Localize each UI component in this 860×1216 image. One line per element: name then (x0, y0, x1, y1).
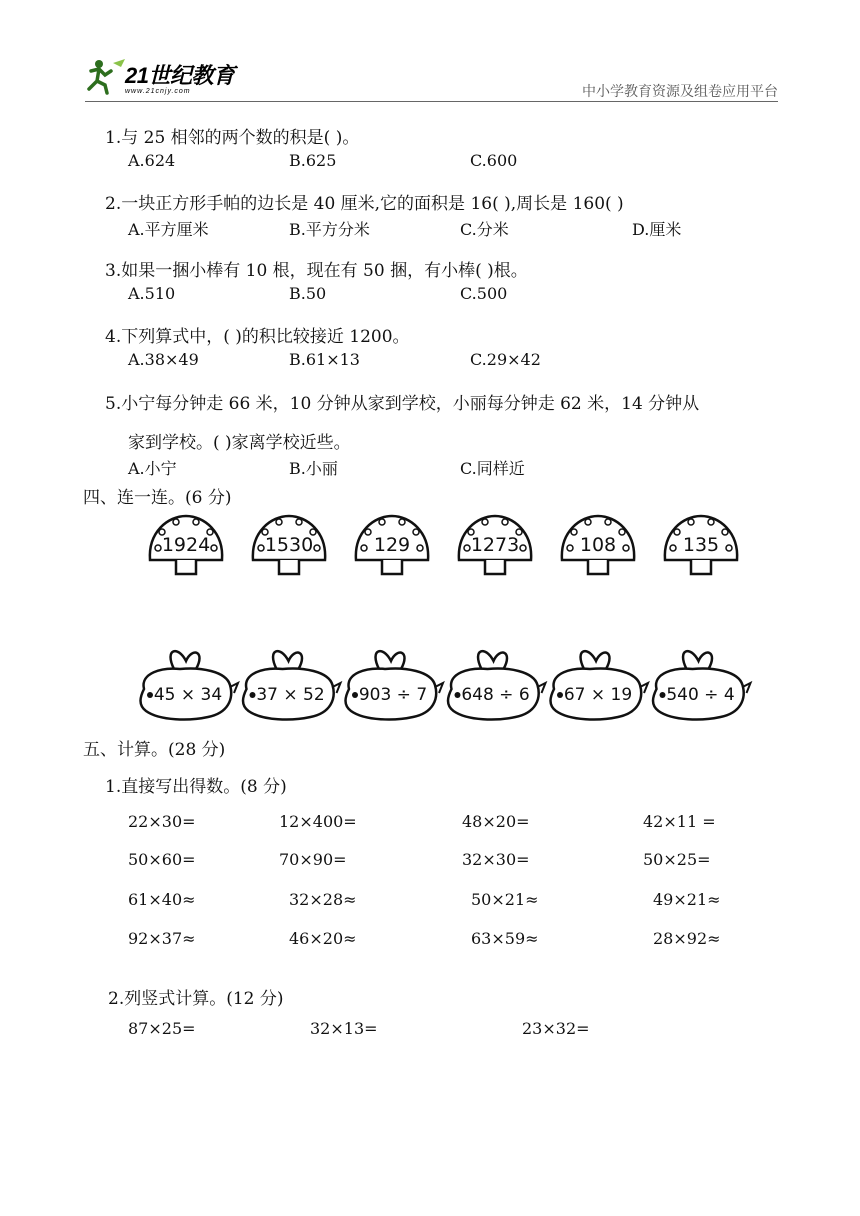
mushroom-card[interactable] (150, 516, 222, 574)
rabbit-ears-icon (171, 651, 200, 669)
runner-logo-icon (85, 55, 245, 97)
mushroom-spot-icon (688, 519, 694, 525)
question-1: 1.与 25 相邻的两个数的积是( )。 (105, 128, 360, 148)
calc-item: 48×20= (462, 812, 530, 831)
mushroom-spot-icon (173, 519, 179, 525)
calc-item: 63×59≈ (471, 929, 539, 948)
rabbit-row (130, 645, 760, 730)
mushroom-number: 135 (682, 534, 720, 556)
rabbit-expression: 648 ÷ 6 (461, 685, 530, 705)
option: B.50 (289, 284, 327, 303)
question-4: 4.下列算式中，( )的积比较接近 1200。 (105, 327, 410, 347)
mushroom-spot-icon (365, 529, 371, 535)
calc-item: 92×37≈ (128, 929, 196, 948)
question-3: 3.如果一捆小棒有 10 根，现在有 50 捆，有小棒( )根。 (105, 261, 528, 281)
rabbit-card[interactable] (653, 651, 751, 719)
option: C.29×42 (470, 350, 541, 369)
mushroom-spot-icon (571, 529, 577, 535)
mushroom-card[interactable] (665, 516, 737, 574)
logo (85, 55, 245, 101)
rabbit-eye-icon (660, 692, 666, 698)
option: D.厘米 (632, 220, 682, 239)
vertical-calc-item: 87×25= (128, 1019, 196, 1038)
question-2: 2.一块正方形手帕的边长是 40 厘米,它的面积是 16( ),周长是 160( ) (105, 194, 624, 214)
logo-text: 21世纪教育 (125, 63, 235, 88)
mushroom-card[interactable] (356, 516, 428, 574)
calc-item: 49×21≈ (653, 890, 721, 909)
option: B.625 (289, 151, 337, 170)
mushroom-stem-icon (691, 560, 711, 574)
rabbit-expression: 903 ÷ 7 (358, 685, 428, 705)
rabbit-ears-icon (376, 651, 405, 669)
mushroom-spot-icon (520, 545, 526, 551)
mushroom-spot-icon (585, 519, 591, 525)
mushroom-stem-icon (382, 560, 402, 574)
mushroom-spot-icon (379, 519, 385, 525)
mushroom-number: 129 (373, 534, 411, 556)
section-4-title: 四、连一连。(6 分) (83, 488, 232, 508)
logo-url: www.21cnjy.com (125, 88, 191, 95)
mushroom-spot-icon (155, 545, 161, 551)
calc-item: 50×60= (128, 850, 196, 869)
option: C.同样近 (460, 459, 525, 478)
rabbit-expression: 45 × 34 (153, 685, 223, 705)
mushroom-spot-icon (674, 529, 680, 535)
mushroom-stem-icon (588, 560, 608, 574)
calc-item: 12×400= (279, 812, 357, 831)
mushroom-stem-icon (176, 560, 196, 574)
mushroom-spot-icon (726, 545, 732, 551)
calc-item: 50×21≈ (471, 890, 539, 909)
calc-item: 28×92≈ (653, 929, 721, 948)
calc-item: 22×30= (128, 812, 196, 831)
rabbit-card[interactable] (141, 651, 239, 719)
rabbit-card[interactable] (346, 651, 444, 719)
rabbit-card[interactable] (551, 651, 649, 719)
mushroom-spot-icon (482, 519, 488, 525)
rabbit-expression: 67 × 19 (563, 685, 633, 705)
option: B.61×13 (289, 350, 360, 369)
rabbit-ears-icon (581, 651, 610, 669)
mushroom-spot-icon (670, 545, 676, 551)
mushroom-number: 1273 (470, 534, 520, 556)
option: B.平方分米 (289, 220, 370, 239)
option: A.624 (128, 151, 176, 170)
rabbit-expression: 540 ÷ 4 (666, 685, 735, 705)
mushroom-spot-icon (399, 519, 405, 525)
rabbit-eye-icon (352, 692, 358, 698)
option: A.平方厘米 (128, 220, 209, 239)
rabbit-ears-icon (273, 651, 302, 669)
header-divider (85, 101, 778, 102)
part-2-title: 2.列竖式计算。(12 分) (108, 989, 284, 1009)
calc-item: 42×11 = (643, 812, 716, 831)
mushroom-spot-icon (276, 519, 282, 525)
section-5-title: 五、计算。(28 分) (83, 740, 226, 760)
vertical-calc-item: 32×13= (310, 1019, 378, 1038)
mushroom-number: 1530 (264, 534, 314, 556)
part-1-title: 1.直接写出得数。(8 分) (105, 777, 287, 797)
calc-item: 61×40≈ (128, 890, 196, 909)
calc-item: 50×25= (643, 850, 711, 869)
rabbit-eye-icon (455, 692, 461, 698)
mushroom-card[interactable] (459, 516, 531, 574)
mushroom-spot-icon (417, 545, 423, 551)
mushroom-number: 1924 (161, 534, 211, 556)
rabbit-card[interactable] (243, 651, 341, 719)
rabbit-card[interactable] (448, 651, 546, 719)
calc-item: 46×20≈ (289, 929, 357, 948)
mushroom-card[interactable] (562, 516, 634, 574)
option: A.510 (128, 284, 176, 303)
mushroom-stem-icon (279, 560, 299, 574)
mushroom-spot-icon (619, 529, 625, 535)
rabbit-ears-icon (683, 651, 712, 669)
mushroom-stem-icon (485, 560, 505, 574)
vertical-calc-item: 23×32= (522, 1019, 590, 1038)
rabbit-ears-icon (478, 651, 507, 669)
calc-item: 32×30= (462, 850, 530, 869)
mushroom-row (140, 510, 760, 585)
option: A.小宁 (128, 459, 177, 478)
mushroom-spot-icon (502, 519, 508, 525)
question-5: 5.小宁每分钟走 66 米，10 分钟从家到学校，小丽每分钟走 62 米，14 分钟从 (105, 394, 700, 414)
mushroom-spot-icon (258, 545, 264, 551)
mushroom-spot-icon (314, 545, 320, 551)
mushroom-spot-icon (413, 529, 419, 535)
mushroom-card[interactable] (253, 516, 325, 574)
mushroom-spot-icon (605, 519, 611, 525)
mushroom-spot-icon (361, 545, 367, 551)
question-5-continued: 家到学校。( )家离学校近些。 (128, 433, 351, 453)
rabbit-eye-icon (147, 692, 153, 698)
calc-item: 32×28≈ (289, 890, 357, 909)
mushroom-spot-icon (623, 545, 629, 551)
option: B.小丽 (289, 459, 338, 478)
mushroom-spot-icon (296, 519, 302, 525)
rabbit-eye-icon (557, 692, 563, 698)
rabbit-expression: 37 × 52 (256, 685, 325, 705)
calc-item: 70×90= (279, 850, 347, 869)
mushroom-spot-icon (722, 529, 728, 535)
mushroom-spot-icon (464, 545, 470, 551)
option: C.分米 (460, 220, 509, 239)
rabbit-eye-icon (250, 692, 256, 698)
option: C.600 (470, 151, 518, 170)
mushroom-spot-icon (193, 519, 199, 525)
option: C.500 (460, 284, 508, 303)
mushroom-spot-icon (211, 545, 217, 551)
mushroom-spot-icon (708, 519, 714, 525)
mushroom-number: 108 (579, 534, 617, 556)
option: A.38×49 (128, 350, 199, 369)
platform-name: 中小学教育资源及组卷应用平台 (582, 83, 778, 99)
mushroom-spot-icon (567, 545, 573, 551)
